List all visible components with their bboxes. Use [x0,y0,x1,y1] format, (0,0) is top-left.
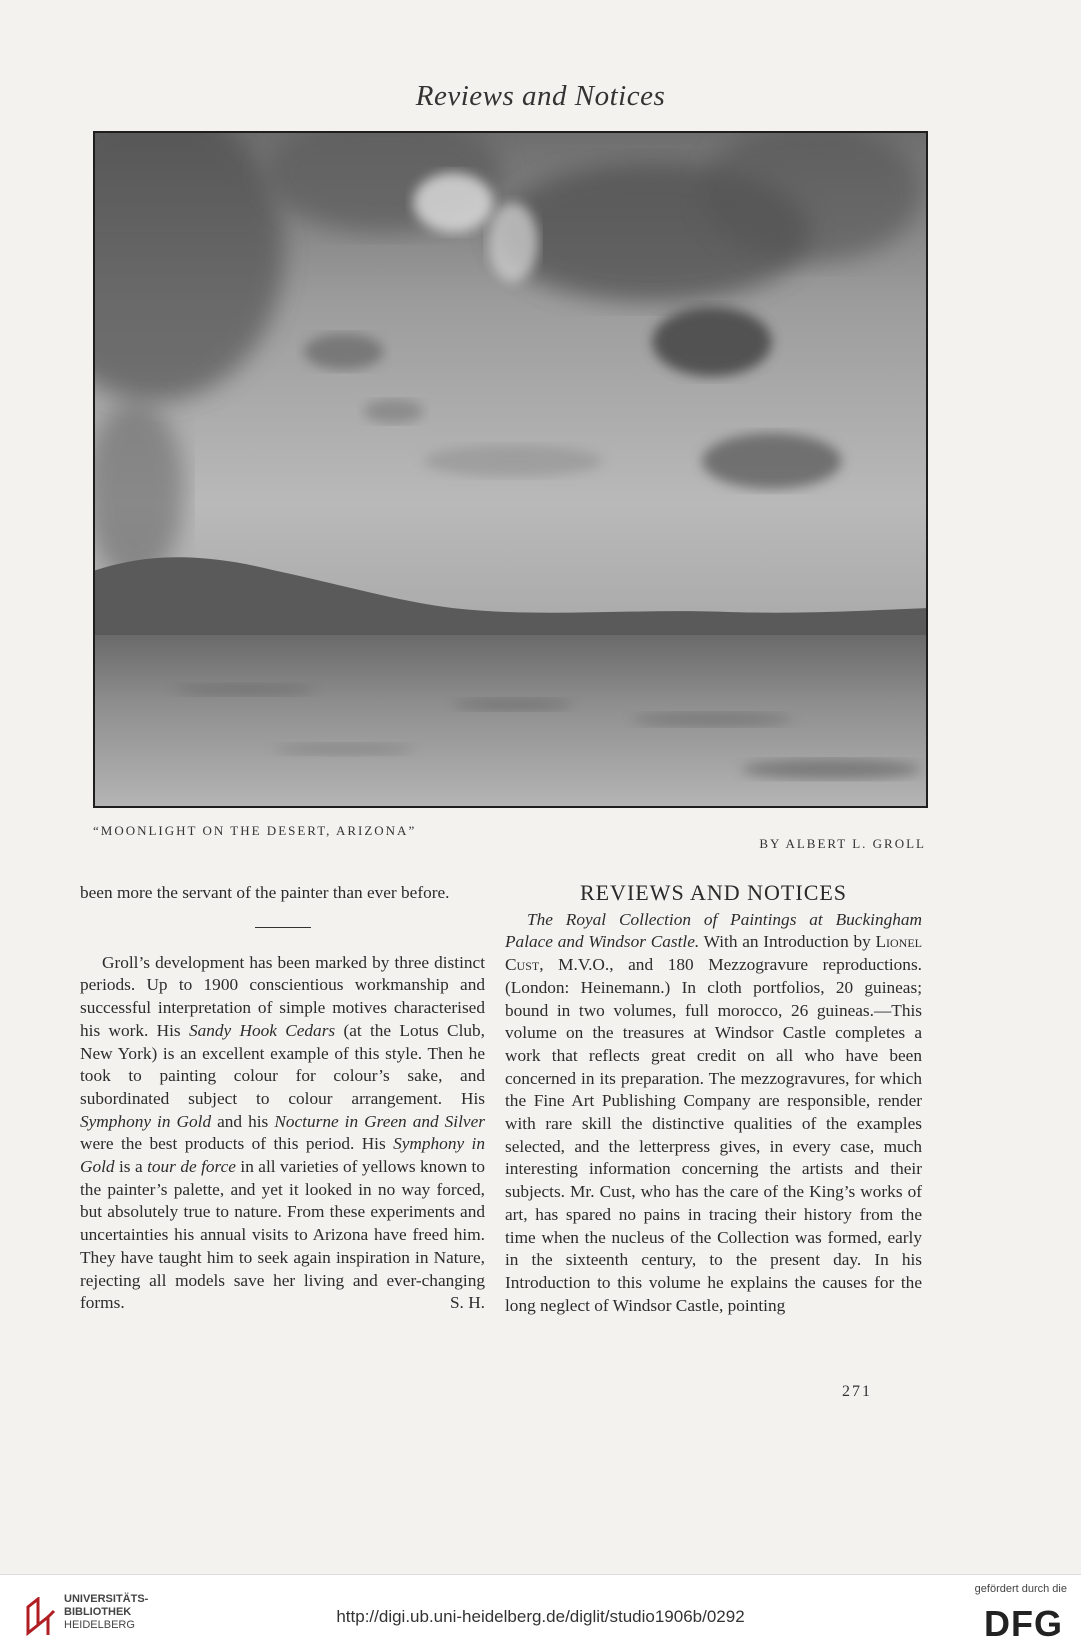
title-symphony-in-gold: Symphony in Gold [80,1111,212,1131]
plate-illustration [93,131,928,808]
right-column [505,882,922,1317]
book-title: The Royal Collection of Paintings at Buckingham Palace and Windsor Castle. [505,909,922,952]
funding-note: gefördert durch die [974,1583,1067,1595]
author-name: Lionel Cust [505,932,923,975]
library-name: UNIVERSITÄTS- BIBLIOTHEK HEIDELBERG [64,1593,149,1631]
section-heading: REVIEWS AND NOTICES [579,880,848,905]
paragraph-groll: Groll’s development has been marked by three distinct periods. Up to 1900 conscientious workmanship and successful interpretation of simple motives characterised his work. His Sandy Hook Cedars (at the Lotus Club, New York) is an excellent example of this style. Then he took to painting colour for colour’s sake, and subordinated subject to colour arrangement. His Symphony in Gold and his Nocturne in Green and Silver were the best products of this period. His Symphony in Gold is a tour de force in all varieties of yellows known to the painter’s palette, and yet it looked in no way forced, but absolutely true to nature. From these experiments and uncertainties his annual visits to Arizona have freed him. They have taught him to seek again inspiration in Nature, rejecting all models save her living and ever-changing forms. S. H. [80,952,485,1315]
title-symphony-in-gold-2: Symphony in Gold [80,1134,485,1177]
title-nocturne: Nocturne in Green and Silver [274,1111,485,1131]
digitization-footer [0,1574,1081,1651]
source-url-link[interactable]: http://digi.ub.uni-heidelberg.de/diglit/studio1906b/0292 [336,1607,745,1626]
dfg-logo: DFG [984,1603,1063,1644]
plate-title: “MOONLIGHT ON THE DESERT, ARIZONA” [93,823,417,838]
phrase-tour-de-force: tour de force [147,1157,236,1177]
paragraph-continued: been more the servant of the painter than ever before. [80,883,450,902]
title-sandy-hook-cedars: Sandy Hook Cedars [188,1020,336,1040]
signature: S. H. [449,1293,485,1313]
review-paragraph: The Royal Collection of Paintings at Buckingham Palace and Windsor Castle. With an Introduction by Lionel Cust, M.V.O., and 180 Mezzogravure reproductions. (London: Heinemann.) In cloth portfolios, 20 guineas; bound in two volumes, full morocco, 26 guineas.—This volume on the treasures at Windsor Castle completes a work that reflects great credit on all who have been concerned in its preparation. The mezzogravures, for which the Fine Art Publishing Company are responsible, render with rare skill the distinctive qualities of the examples selected, and the letterpress gives, in every case, much interesting information concerning the artists and their subjects. Mr. Cust, who has the care of the King’s works of art, has spared no pains in tracing their history from the time when the nucleus of the Collection was formed, early in the sixteenth century, to the present day. In his Introduction to this volume he explains the causes for the long neglect of Windsor Castle, pointing [505,909,923,1315]
section-divider [255,927,311,928]
page-number: 271 [842,1383,872,1400]
plate-artist: BY ALBERT L. GROLL [759,836,926,851]
desert-painting-image [95,133,926,806]
left-column [80,882,485,1315]
running-head: Reviews and Notices [415,80,666,112]
